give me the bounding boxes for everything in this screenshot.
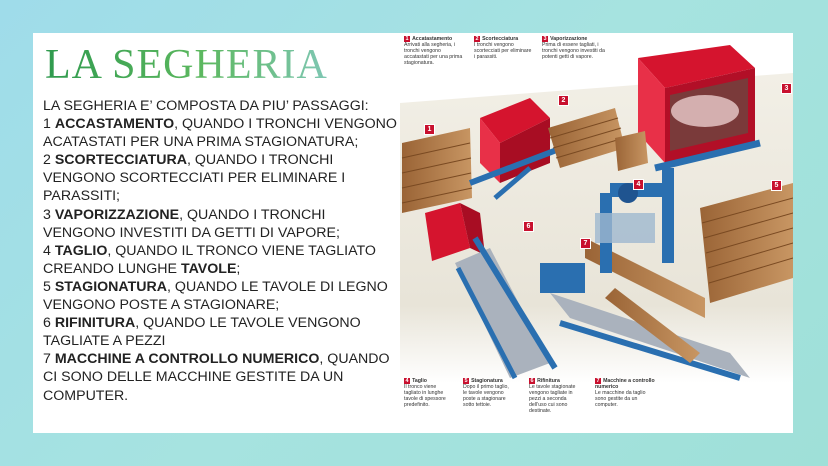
step-1: 1 ACCASTAMENTO, QUANDO I TRONCHI VENGONO ACATASTATI PER UNA PRIMA STAGIONATURA; (43, 116, 397, 151)
marker-4: 4 (633, 179, 644, 190)
intro-text: LA SEGHERIA E’ COMPOSTA DA PIU’ PASSAGGI: (43, 98, 369, 114)
step-2: 2 SCORTECCIATURA, QUANDO I TRONCHI VENGONO SCORTECCIATI PER ELIMINARE I PARASSITI; (43, 152, 346, 205)
caption-7: 7 Macchine a controllo numerico Le macchine da taglio sono gestite da un computer. (595, 378, 655, 408)
caption-4: 4 Taglio Il tronco viene tagliato in lunghe tavole di spessore predefinito. (404, 378, 446, 408)
caption-1: 1 Accatastamento Arrivati alla segheria, i tronchi vengono accatastati per una prima stagionatura. (404, 36, 463, 66)
step-4: 4 TAGLIO, QUANDO IL TRONCO VIENE TAGLIATO CREANDO LUNGHE TAVOLE; (43, 242, 376, 277)
log-pile-1 (402, 128, 472, 213)
caption-3: 3 Vaporizzazione Prima di essere tagliati, i tronchi vengono investiti da potenti getti di vapore. (542, 36, 605, 60)
step-3: 3 VAPORIZZAZIONE, QUANDO I TRONCHI VENGONO INVESTITI DA GETTI DI VAPORE; (43, 206, 340, 241)
sawmill-illustration (400, 33, 793, 433)
caption-5: 5 Stagionatura Dopo il primo taglio, le tavole vengono poste a stagionare sotto tettoie. (463, 378, 509, 408)
marker-2: 2 (558, 95, 569, 106)
step-7: 7 MACCHINE A CONTROLLO NUMERICO, QUANDO CI SONO DELLE MACCHINE GESTITE DA UN COMPUTER. (43, 351, 390, 404)
marker-1: 1 (424, 124, 435, 135)
marker-7: 7 (580, 238, 591, 249)
step-6: 6 RIFINITURA, QUANDO LE TAVOLE VENGONO TAGLIATE A PEZZI (43, 315, 361, 350)
slide-body (43, 97, 399, 405)
slide (33, 33, 793, 433)
marker-6: 6 (523, 221, 534, 232)
marker-5: 5 (771, 180, 782, 191)
slide-title: LA SEGHERIA (45, 39, 328, 91)
sawmill-drawing (400, 33, 793, 433)
caption-6: 6 Rifinitura Le tavole stagionate vengono tagliate in pezzi a seconda dell’uso cui sono destinate. (529, 378, 576, 414)
caption-2: 2 Scortecciatura I tronchi vengono scortecciati per eliminare i parassiti. (474, 36, 532, 60)
step-5: 5 STAGIONATURA, QUANDO LE TAVOLE DI LEGNO VENGONO POSTE A STAGIONARE; (43, 278, 388, 314)
marker-3: 3 (781, 83, 792, 94)
